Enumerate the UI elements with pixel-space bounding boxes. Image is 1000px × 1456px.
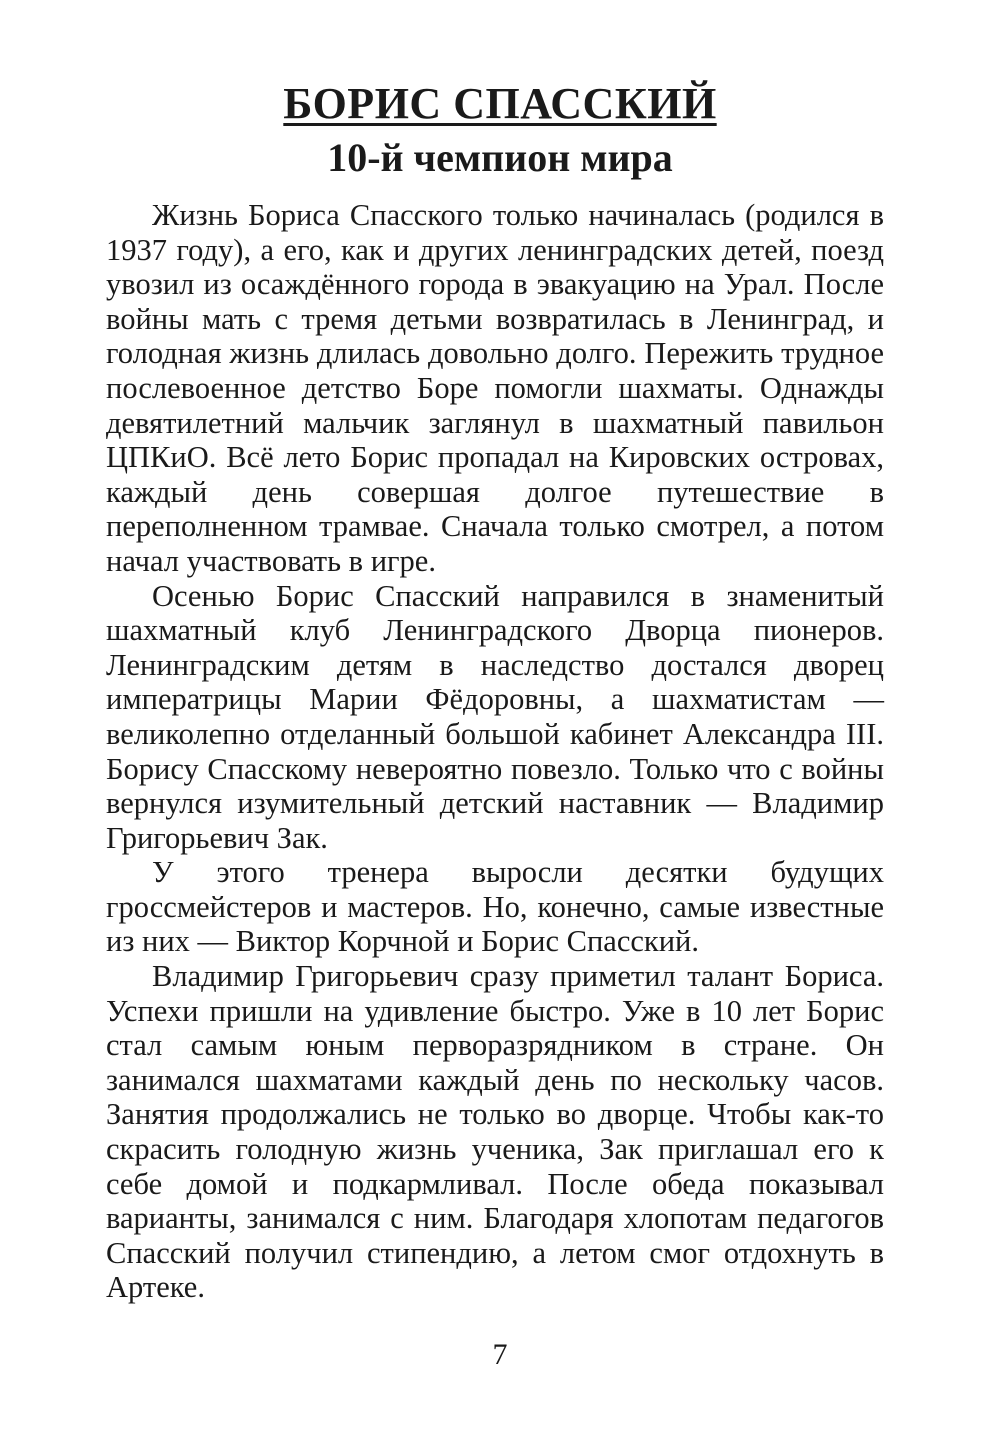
- paragraph-1: Жизнь Бориса Спасского только начиналась (родился в 1937 году), а его, как и других ленинградских детей, поезд увозил из осаждённого города в эвакуацию на Урал. После войны мать с тремя детьми возвратилась в Ленинград, и голодная жизнь длилась довольно долго. Пережить трудное послевоенное детство Боре помогли шахматы. Однажды девятилетний мальчик заглянул в шахматный павильон ЦПКиО. Всё лето Борис пропадал на Кировских островах, каждый день совершая долгое путешествие в переполненном трамвае. Сначала только смотрел, а потом начал участвовать в игре.: [106, 198, 884, 578]
- chapter-subtitle: 10-й чемпион мира: [327, 135, 673, 180]
- page-number: 7: [492, 1338, 508, 1371]
- chapter-title-text: БОРИС СПАССКИЙ: [283, 79, 717, 128]
- paragraph-3: У этого тренера выросли десятки будущих гроссмейстеров и мастеров. Но, конечно, самые известные из них — Виктор Корчной и Борис Спасский.: [106, 855, 884, 959]
- body-text: [106, 198, 884, 1305]
- paragraph-4: Владимир Григорьевич сразу приметил талант Бориса. Успехи пришли на удивление быстро. Уже в 10 лет Борис стал самым юным перворазрядником в стране. Он занимался шахматами каждый день по нескольку часов. Занятия продолжались не только во дворце. Чтобы как-то скрасить голодную жизнь ученика, Зак приглашал его к себе домой и подкармливал. После обеда показывал варианты, занимался с ним. Благодаря хлопотам педагогов Спасский получил стипендию, а летом смог отдохнуть в Артеке.: [106, 959, 884, 1305]
- paragraph-2: Осенью Борис Спасский направился в знаменитый шахматный клуб Ленинградского Дворца пионеров. Ленинградским детям в наследство достался дворец императрицы Марии Фёдоровны, а шахматистам — великолепно отделанный большой кабинет Александра III. Борису Спасскому невероятно повезло. Только что с войны вернулся изумительный детский наставник — Владимир Григорьевич Зак.: [106, 578, 884, 855]
- chapter-title: [0, 78, 1000, 130]
